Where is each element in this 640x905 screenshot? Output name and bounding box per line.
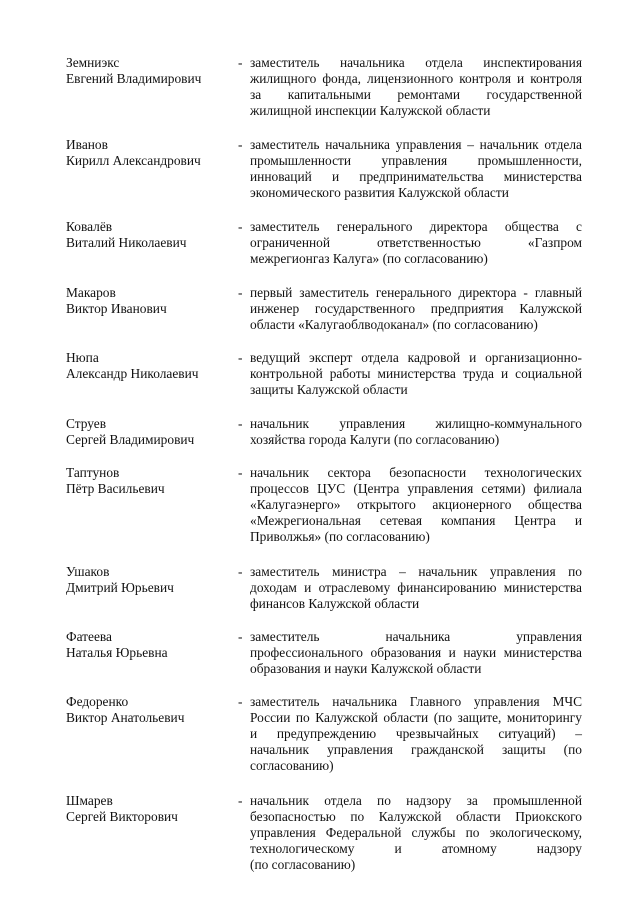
member-first-names: Наталья Юрьевна [66,645,168,660]
position-line: Приволжья» (по согласованию) [250,529,430,544]
member-position [250,219,582,267]
member-last-name: Макаров [66,285,116,300]
position-line: начальник управления жилищно-коммунального [250,416,582,431]
member-name [66,55,234,87]
member-last-name: Шмарев [66,793,113,808]
member-position [250,465,582,545]
position-line: ограниченной ответственностью «Газпром [250,235,582,250]
dash: - [238,55,243,70]
member-first-names: Сергей Викторович [66,809,178,824]
position-line: ведущий эксперт отдела кадровой и организационно- [250,350,582,365]
position-line: хозяйства города Калуги (по согласованию) [250,432,500,447]
position-line: начальник сектора безопасности технологических [250,465,582,480]
member-position [250,564,582,612]
position-line: процессов ЦУС (Центра управления сетями) филиала [250,481,582,496]
position-line: заместитель начальника Главного управления МЧС [250,694,582,709]
member-name [66,285,234,317]
position-line: безопасностью по Калужской области Приокского [250,809,582,824]
dash: - [238,465,243,480]
dash: - [238,219,243,234]
dash: - [238,793,243,808]
position-line: за капитальными ремонтами государственной [250,87,582,102]
member-last-name: Земниэкс [66,55,120,70]
dash: - [238,629,243,644]
dash: - [238,694,243,709]
member-first-names: Виталий Николаевич [66,235,187,250]
position-line: заместитель министра – начальник управления по [250,564,582,579]
dash: - [238,285,243,300]
member-name [66,629,234,661]
member-name [66,694,234,726]
member-name [66,350,234,382]
position-line: (по согласованию) [250,857,356,872]
position-line: управления Федеральной службы по экологическому, [250,825,582,840]
position-line: заместитель начальника управления – начальник отдела [250,137,582,152]
position-line: жилищного фонда, лицензионного контроля и контроля [250,71,582,86]
position-line: профессионального образования и науки министерства [250,645,582,660]
position-line: доходам и отраслевому финансированию министерства [250,580,582,595]
position-line: инноваций и предпринимательства министерства [250,169,582,184]
member-position [250,793,582,873]
member-position [250,137,582,201]
dash: - [238,137,243,152]
member-position [250,629,582,677]
member-name [66,564,234,596]
member-first-names: Александр Николаевич [66,366,199,381]
position-line: межрегионгаз Калуга» (по согласованию) [250,251,488,266]
member-name [66,137,234,169]
position-line: и предупреждению чрезвычайных ситуаций) – [250,726,582,741]
position-line: экономического развития Калужской области [250,185,509,200]
position-line: инженер государственного предприятия Калужской [250,301,582,316]
member-first-names: Дмитрий Юрьевич [66,580,174,595]
member-first-names: Сергей Владимирович [66,432,195,447]
position-line: России по Калужской области (по защите, мониторингу [250,710,582,725]
member-position [250,285,582,333]
position-line: контрольной работы министерства труда и социальной [250,366,582,381]
member-last-name: Струев [66,416,107,431]
position-line: первый заместитель генерального директора - главный [250,285,582,300]
position-line: начальник отдела по надзору за промышленной [250,793,582,808]
member-last-name: Иванов [66,137,108,152]
dash: - [238,416,243,431]
member-first-names: Виктор Иванович [66,301,167,316]
member-first-names: Виктор Анатольевич [66,710,185,725]
position-line: заместитель генерального директора общества с [250,219,582,234]
position-line: защиты Калужской области [250,382,408,397]
member-first-names: Кирилл Александрович [66,153,201,168]
position-line: промышленности управления промышленности, [250,153,582,168]
position-line: «Калугаэнерго» открытого акционерного общества [250,497,582,512]
member-last-name: Таптунов [66,465,120,480]
position-line: «Межрегиональная сетевая компания Центра и [250,513,582,528]
position-line: заместитель начальника управления [250,629,582,644]
member-position [250,416,582,448]
member-name [66,416,234,448]
member-name [66,219,234,251]
member-last-name: Ушаков [66,564,110,579]
member-last-name: Нюпа [66,350,99,365]
member-last-name: Фатеева [66,629,113,644]
position-line: начальник управления гражданской защиты (по [250,742,582,757]
position-line: области «Калугаоблводоканал» (по согласованию) [250,317,538,332]
member-first-names: Пётр Васильевич [66,481,165,496]
position-line: технологическому и атомному надзору [250,841,582,856]
position-line: финансов Калужской области [250,596,420,611]
member-first-names: Евгений Владимирович [66,71,202,86]
member-position [250,694,582,774]
position-line: заместитель начальника отдела инспектирования [250,55,582,70]
member-name [66,793,234,825]
position-line: образования и науки Калужской области [250,661,482,676]
member-last-name: Федоренко [66,694,129,709]
position-line: жилищной инспекции Калужской области [250,103,491,118]
dash: - [238,350,243,365]
dash: - [238,564,243,579]
position-line: согласованию) [250,758,334,773]
member-position [250,55,582,119]
member-name [66,465,234,497]
member-position [250,350,582,398]
member-last-name: Ковалёв [66,219,113,234]
